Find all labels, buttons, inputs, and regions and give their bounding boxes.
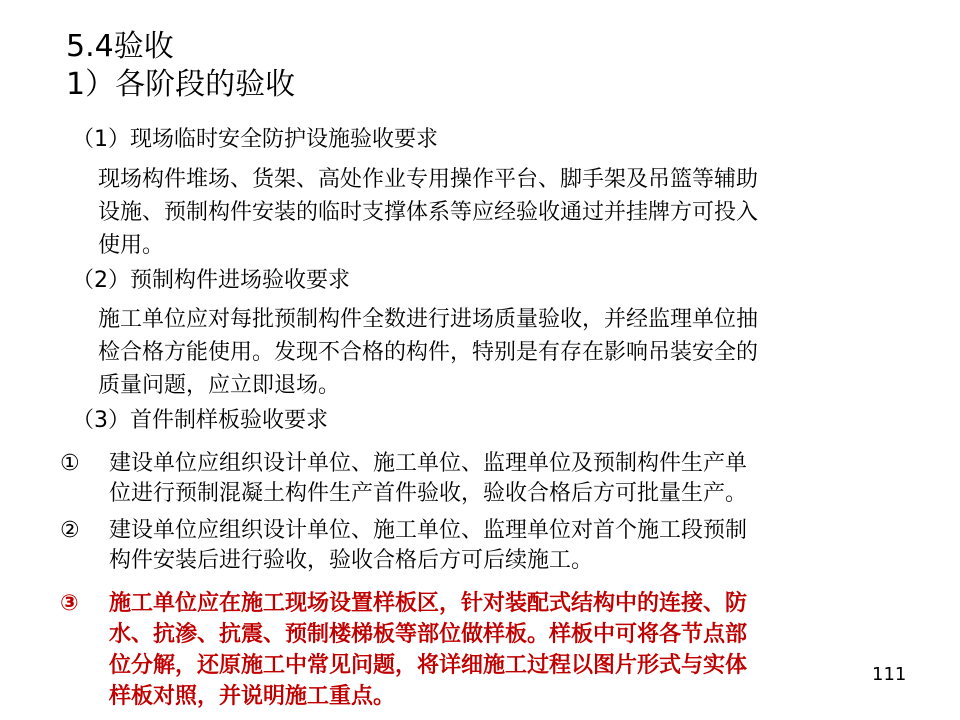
page-title: 1）各阶段的验收 [66, 67, 296, 102]
subsection-heading-3: （3）首件制样板验收要求 [72, 408, 328, 433]
paragraph-line: 现场构件堆场、货架、高处作业专用操作平台、脚手架及吊篮等辅助 [98, 167, 759, 192]
paragraph-line: 检合格方能使用。发现不合格的构件，特别是有存在影响吊装安全的 [98, 340, 759, 365]
paragraph-line: 质量问题，应立即退场。 [98, 373, 341, 398]
item-line: 建设单位应组织设计单位、施工单位、监理单位对首个施工段预制 [109, 518, 748, 543]
item-line: 建设单位应组织设计单位、施工单位、监理单位及预制构件生产单 [109, 451, 748, 476]
paragraph-line: 设施、预制构件安装的临时支撑体系等应经验收通过并挂牌方可投入 [98, 200, 759, 225]
item-number: ③ [60, 591, 79, 616]
item-number: ① [60, 451, 80, 476]
item-line: 水、抗渗、抗震、预制楼梯板等部位做样板。样板中可将各节点部 [109, 622, 748, 647]
item-line: 构件安装后进行验收，验收合格后方可后续施工。 [109, 548, 594, 573]
paragraph-line: 使用。 [98, 233, 165, 258]
paragraph-2 [98, 303, 908, 402]
subsection-heading-2: （2）预制构件进场验收要求 [72, 268, 350, 293]
item-line: 样板对照，并说明施工重点。 [109, 684, 396, 709]
paragraph-1 [98, 163, 908, 262]
item-line: 施工单位应在施工现场设置样板区，针对装配式结构中的连接、防 [109, 591, 748, 616]
section-number-title: 5.4验收 [66, 29, 174, 64]
item-line: 位进行预制混凝土构件生产首件验收，验收合格后方可批量生产。 [109, 481, 748, 506]
paragraph-line: 施工单位应对每批预制构件全数进行进场质量验收，并经监理单位抽 [98, 307, 759, 332]
subsection-heading-1: （1）现场临时安全防护设施验收要求 [72, 127, 438, 152]
item-text [109, 449, 747, 509]
item-text [109, 516, 747, 576]
item-line: 位分解，还原施工中常见问题，将详细施工过程以图片形式与实体 [109, 653, 748, 678]
page-number: 111 [872, 664, 907, 685]
item-text [109, 588, 747, 712]
item-number: ② [60, 518, 80, 543]
